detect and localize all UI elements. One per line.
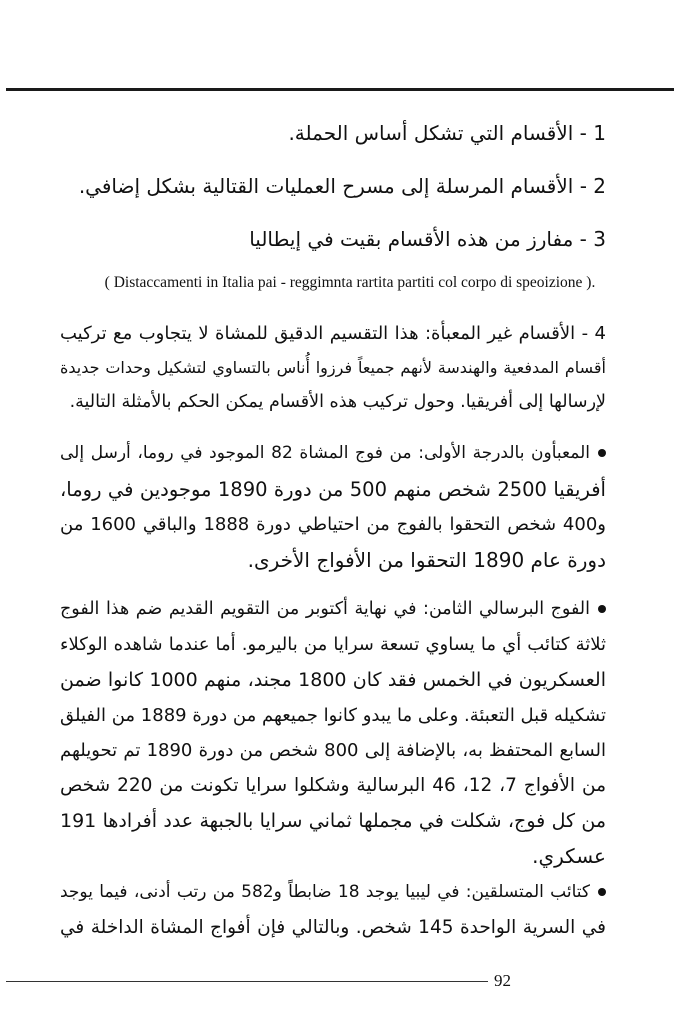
bullet-2-line-8: عسكري. (532, 844, 606, 868)
list-item-1: 1 - الأقسام التي تشكل أساس الحملة. (288, 121, 606, 145)
bullet-2-line-6: من الأفواج 7، 12، 46 البرسالية وشكلوا سرايا تكونت من 220 شخص (60, 775, 606, 796)
bullet-1-line-3: و400 شخص التحقوا بالفوج من احتياطي دورة 1888 والباقي 1600 من (60, 514, 606, 535)
bullet-1-line-1 (60, 438, 606, 468)
footer-rule (6, 981, 488, 982)
bullet-icon (598, 605, 606, 613)
bullet-3-line-2: في السرية الواحدة 145 شخص. وبالتالي فإن أفواج المشاة الداخلة في (60, 917, 606, 938)
bullet-1-line-4: دورة عام 1890 التحقوا من الأفواج الأخرى. (247, 548, 606, 572)
bullet-icon (598, 888, 606, 896)
bullet-icon (598, 449, 606, 457)
paragraph-4-line-1: 4 - الأقسام غير المعبأة: هذا التقسيم الدقيق للمشاة لا يتجاوب مع تركيب (60, 323, 606, 344)
bullet-1-line-2: أفريقيا 2500 شخص منهم 500 من دورة 1890 موجودين في روما، (60, 478, 606, 501)
bullet-2-line-4: تشكيله قبل التعبئة. وعلى ما يبدو كانوا جميعهم من دورة 1889 من الفيلق (60, 705, 606, 726)
paragraph-4-line-3: لإرسالها إلى أفريقيا. وحول تركيب هذه الأقسام يمكن الحكم بالأمثلة التالية. (69, 392, 606, 412)
top-rule (6, 88, 674, 91)
bullet-1-text: المعبأون بالدرجة الأولى: من فوج المشاة 82 الموجود في روما، أرسل إلى (60, 443, 590, 463)
bullet-3-text: كتائب المتسلقين: في ليبيا يوجد 18 ضابطاً و582 من رتب أدنى، فيما يوجد (60, 882, 591, 902)
bullet-2-line-2: ثلاثة كتائب أي ما يساوي تسعة سرايا من باليرمو. أما عندما شاهده الوكلاء (60, 634, 606, 655)
bullet-2-line-3: العسكريون في الخمس فقد كان 1800 مجند، منهم 1000 كانوا ضمن (60, 669, 606, 691)
bullet-2-line-1 (60, 594, 606, 624)
list-item-3: 3 - مفارز من هذه الأقسام بقيت في إيطاليا (249, 227, 606, 251)
bullet-2-line-5: السابع المحتفظ به، بالإضافة إلى 800 شخص من دورة 1890 تم تحويلهم (60, 740, 607, 761)
italian-note: ( Distaccamenti in Italia pai - reggimnta rartita partiti col corpo di speoizione ). (104, 274, 596, 291)
page-number: 92 (494, 971, 511, 990)
list-item-2: 2 - الأقسام المرسلة إلى مسرح العمليات القتالية بشكل إضافي. (78, 174, 606, 198)
bullet-2-line-7: من كل فوج، شكلت في مجملها ثماني سرايا بالجبهة عدد أفرادها 191 (60, 810, 606, 832)
bullet-2-text: الفوج البرسالي الثامن: في نهاية أكتوبر من التقويم القديم ضم هذا الفوج (60, 599, 590, 619)
paragraph-4-line-2: أقسام المدفعية والهندسة لأنهم جميعاً فرزوا أُناس بالتساوي لتشكيل وحدات جديدة (60, 358, 606, 377)
bullet-3-line-1 (60, 877, 606, 907)
